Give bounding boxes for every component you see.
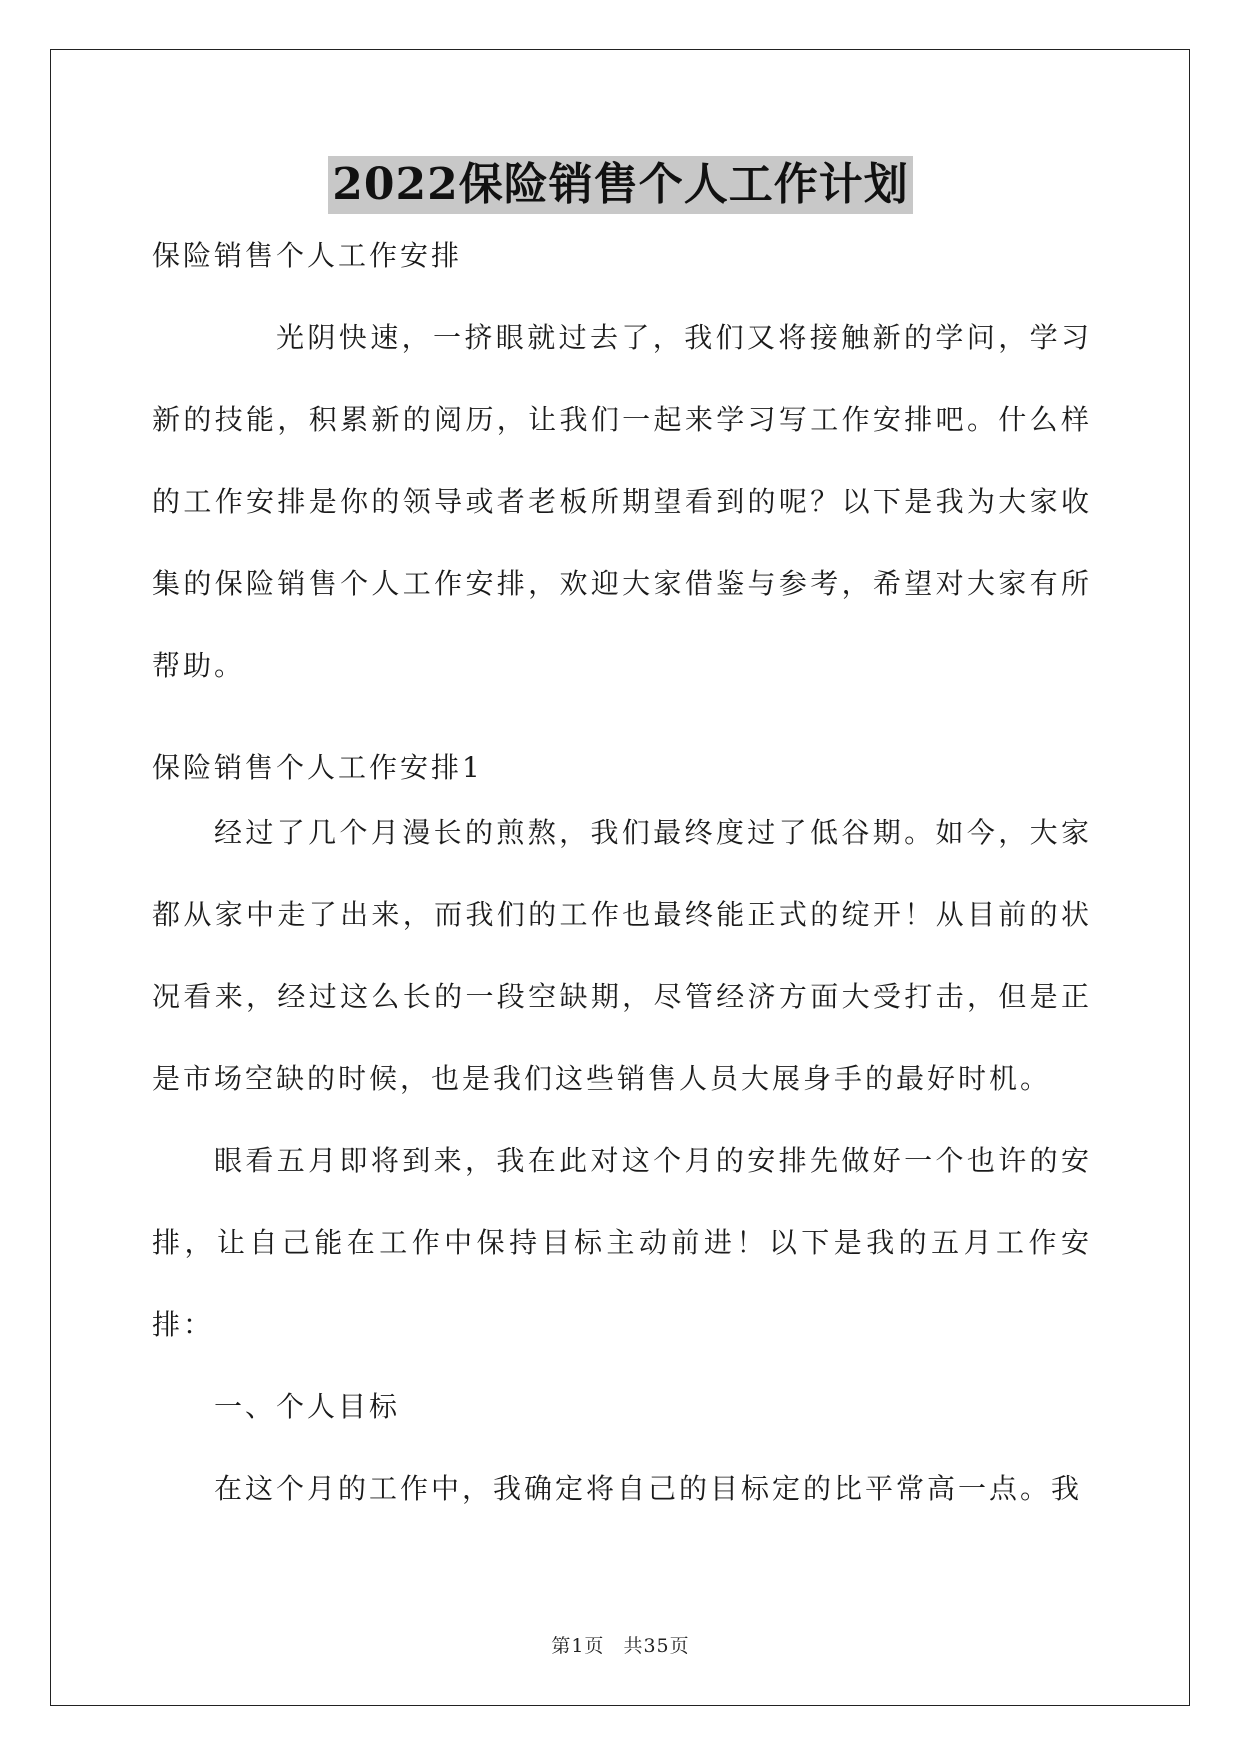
page-total: 共35页 [623, 1635, 690, 1657]
intro-paragraph: 光阴快速，一挤眼就过去了，我们又将接触新的学问，学习新的技能，积累新的阅历，让我们一起来学习写工作安排吧。什么样的工作安排是你的领导或者老板所期望看到的呢？以下是我为大家收集的保险销售个人工作安排，欢迎大家借鉴与参考，希望对大家有所帮助。 [152, 321, 1092, 682]
paragraph-2: 眼看五月即将到来，我在此对这个月的安排先做好一个也许的安排，让自己能在工作中保持目标主动前进！以下是我的五月工作安排： [152, 1144, 1092, 1341]
section-heading-block [152, 215, 1092, 297]
page-footer [0, 1631, 1241, 1658]
body-block [152, 792, 1092, 1530]
subheading-1: 保险销售个人工作安排1 [152, 751, 483, 784]
list-item-1: 一、个人目标 [214, 1390, 401, 1423]
paragraph-3: 在这个月的工作中，我确定将自己的目标定的比平常高一点。我 [214, 1472, 1083, 1505]
paragraph-1: 经过了几个月漫长的煎熬，我们最终度过了低谷期。如今，大家都从家中走了出来，而我们的工作也最终能正式的绽开！从目前的状况看来，经过这么长的一段空缺期，尽管经济方面大受打击，但是正是市场空缺的时候，也是我们这些销售人员大展身手的最好时机。 [152, 816, 1092, 1095]
title-container [0, 156, 1241, 214]
document-title: 2022保险销售个人工作计划 [328, 156, 912, 214]
section-heading: 保险销售个人工作安排 [152, 239, 463, 272]
page-number: 第1页 [551, 1635, 605, 1657]
intro-block [152, 297, 1092, 707]
